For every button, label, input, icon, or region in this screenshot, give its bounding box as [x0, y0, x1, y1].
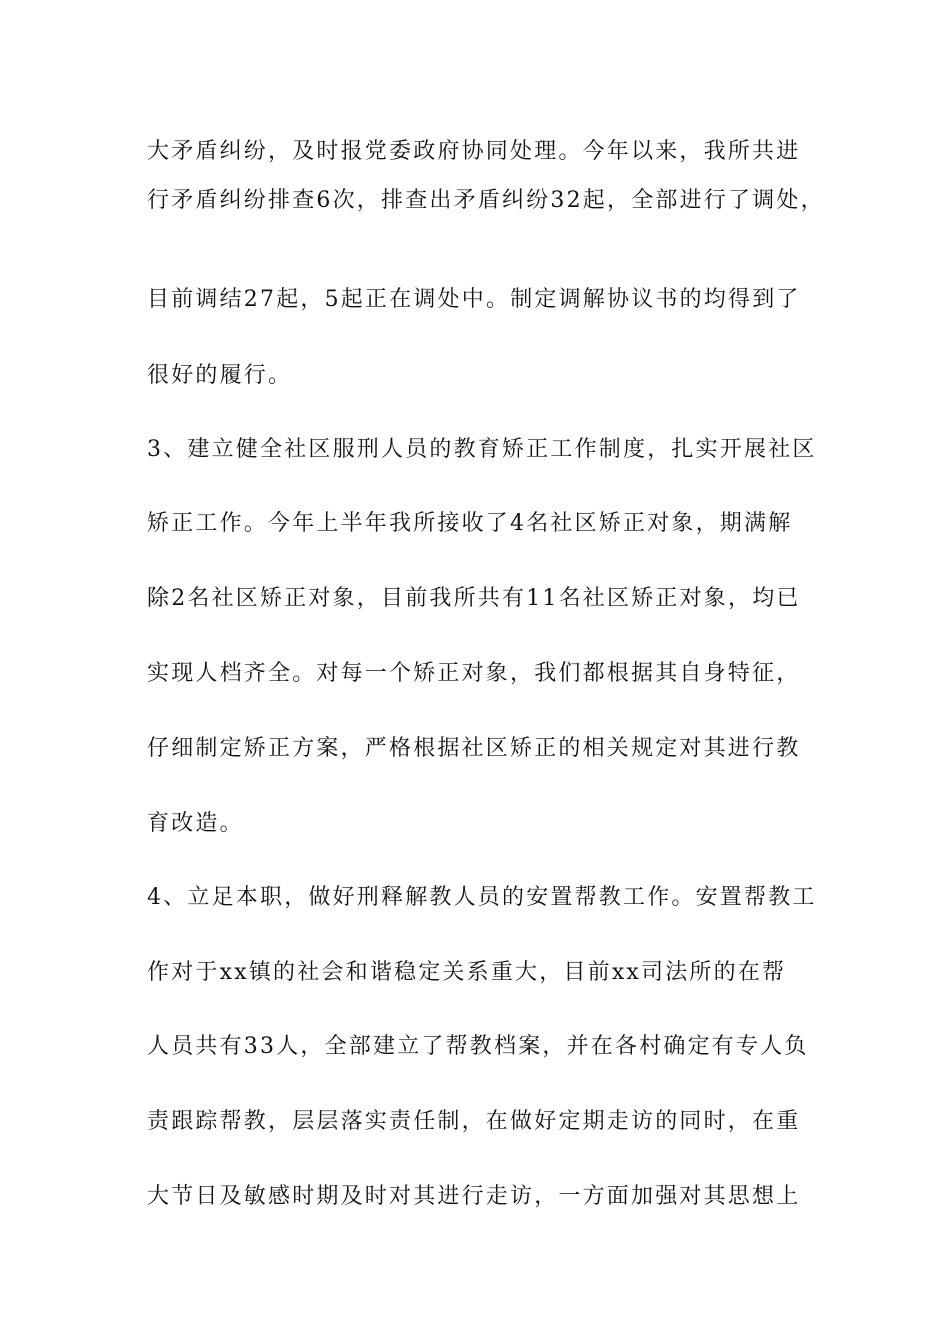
text-line: 4、立足本职，做好刑释解教人员的安置帮教工作。安置帮教工 [147, 885, 817, 910]
text-line: 3、建立健全社区服刑人员的教育矫正工作制度，扎实开展社区 [147, 437, 817, 462]
text-line: 仔细制定矫正方案，严格根据社区矫正的相关规定对其进行教 [147, 736, 801, 761]
text-line: 目前调结27起，5起正在调处中。制定调解协议书的均得到了 [147, 287, 801, 312]
text-line: 人员共有33人，全部建立了帮教档案，并在各村确定有专人负 [147, 1034, 809, 1059]
text-line: 行矛盾纠纷排查6次，排查出矛盾纠纷32起，全部进行了调处， [147, 188, 825, 213]
text-line: 大矛盾纠纷，及时报党委政府协同处理。今年以来，我所共进 [147, 139, 801, 164]
text-line: 责跟踪帮教，层层落实责任制，在做好定期走访的同时，在重 [147, 1109, 801, 1134]
text-line: 很好的履行。 [147, 363, 293, 388]
text-line: 作对于xx镇的社会和谐稳定关系重大，目前xx司法所的在帮 [147, 960, 787, 985]
text-line: 育改造。 [147, 811, 244, 836]
text-line: 大节日及敏感时期及时对其进行走访，一方面加强对其思想上 [147, 1184, 801, 1209]
text-line: 矫正工作。今年上半年我所接收了4名社区矫正对象，期满解 [147, 511, 793, 536]
text-line: 实现人档齐全。对每一个矫正对象，我们都根据其自身特征， [147, 661, 801, 686]
text-line: 除2名社区矫正对象，目前我所共有11名社区矫正对象，均已 [147, 586, 801, 611]
